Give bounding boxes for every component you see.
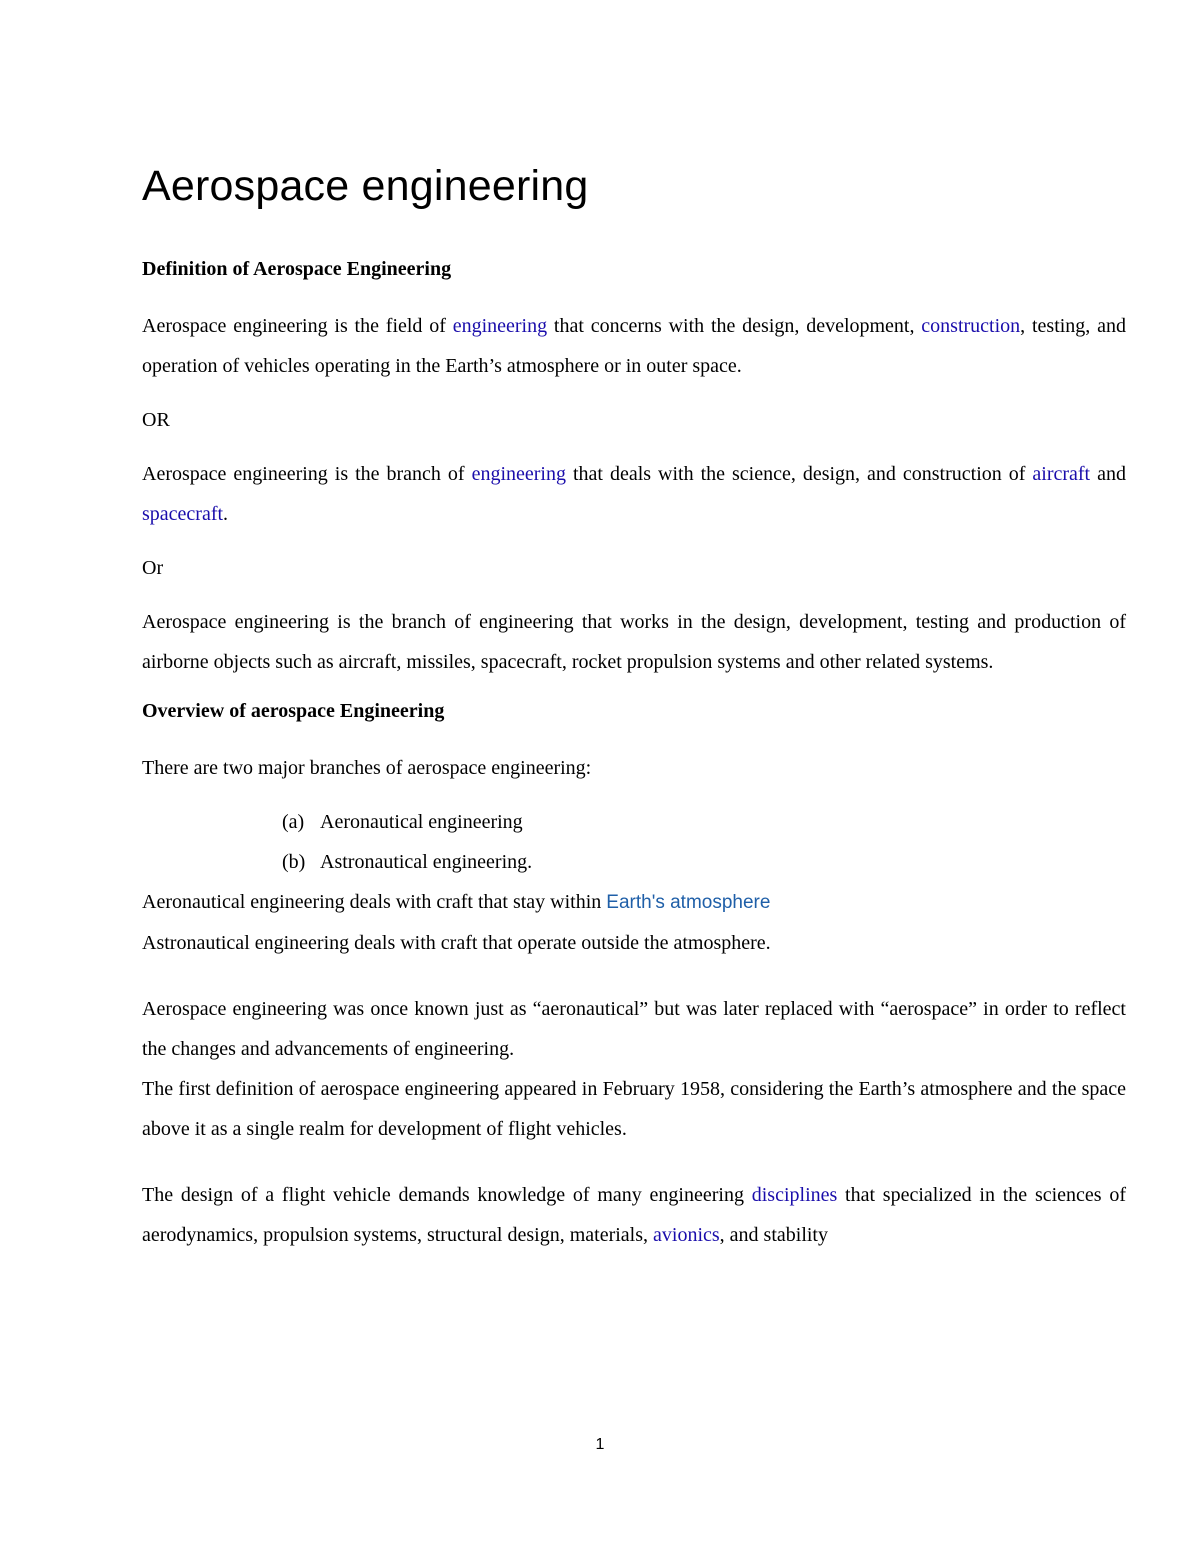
- page-number: 1: [595, 1436, 605, 1453]
- text-run: The design of a flight vehicle demands knowledge of many engineering: [142, 1184, 752, 1206]
- text-run: .: [223, 503, 229, 525]
- spacer: [142, 963, 1126, 989]
- text-run: , and stability: [719, 1224, 828, 1246]
- engineering-link[interactable]: engineering: [452, 315, 548, 337]
- or-separator-1: OR: [142, 409, 170, 431]
- astronautical-line: Astronautical engineering deals with craft that operate outside the atmosphere.: [142, 932, 771, 954]
- earths-atmosphere-link[interactable]: Earth's atmosphere: [606, 892, 771, 913]
- definition-paragraph-1: [142, 306, 1126, 386]
- aeronautical-line: [142, 882, 1126, 923]
- text-run: and: [1090, 463, 1126, 485]
- spacecraft-link[interactable]: spacecraft: [142, 503, 224, 525]
- overview-heading: Overview of aerospace Engineering: [142, 700, 445, 722]
- text-run: , testing, and operation of vehicles operating in the Earth’s atmosphere or in outer space.: [142, 315, 1126, 377]
- document-title: Aerospace engineering: [142, 162, 589, 210]
- page-content: [142, 158, 1126, 1255]
- design-paragraph: [142, 1175, 1126, 1255]
- history-paragraph-1: Aerospace engineering was once known just as “aeronautical” but was later replaced with “aerospace” in order to reflect the changes and advancements of engineering.: [142, 998, 1126, 1060]
- definition-paragraph-3: Aerospace engineering is the branch of engineering that works in the design, development, testing and production of airborne objects such as aircraft, missiles, spacecraft, rocket propulsion systems and other related systems.: [142, 611, 1126, 673]
- text-run: Aerospace engineering is the branch of: [142, 463, 472, 485]
- aircraft-link[interactable]: aircraft: [1032, 463, 1091, 485]
- history-paragraph-2: The first definition of aerospace engineering appeared in February 1958, considering the Earth’s atmosphere and the space above it as a single realm for development of flight vehicles.: [142, 1078, 1126, 1140]
- avionics-link[interactable]: avionics: [653, 1224, 720, 1246]
- definition-heading: Definition of Aerospace Engineering: [142, 258, 452, 280]
- construction-link[interactable]: construction: [921, 315, 1021, 337]
- branches-intro: There are two major branches of aerospace engineering:: [142, 757, 592, 779]
- or-separator-2: Or: [142, 557, 164, 579]
- list-marker: (a): [282, 811, 305, 833]
- list-item: [282, 802, 1126, 842]
- text-run: Aerospace engineering is the field of: [142, 315, 453, 337]
- definition-paragraph-2: [142, 454, 1126, 534]
- disciplines-link[interactable]: disciplines: [751, 1184, 838, 1206]
- list-marker: (b): [282, 851, 306, 873]
- engineering-link-2[interactable]: engineering: [471, 463, 566, 485]
- list-item-label: Astronautical engineering.: [320, 851, 533, 873]
- text-run: Aeronautical engineering deals with craft that stay within: [142, 891, 607, 913]
- list-item-label: Aeronautical engineering: [320, 811, 523, 833]
- list-item: [282, 842, 1126, 882]
- text-run: that concerns with the design, development,: [547, 315, 922, 337]
- spacer: [142, 1149, 1126, 1175]
- branches-list: [282, 802, 1126, 882]
- text-run: that specialized in the sciences of aerodynamics, propulsion systems, structural design, materials,: [142, 1184, 1127, 1246]
- text-run: that deals with the science, design, and construction of: [565, 463, 1033, 485]
